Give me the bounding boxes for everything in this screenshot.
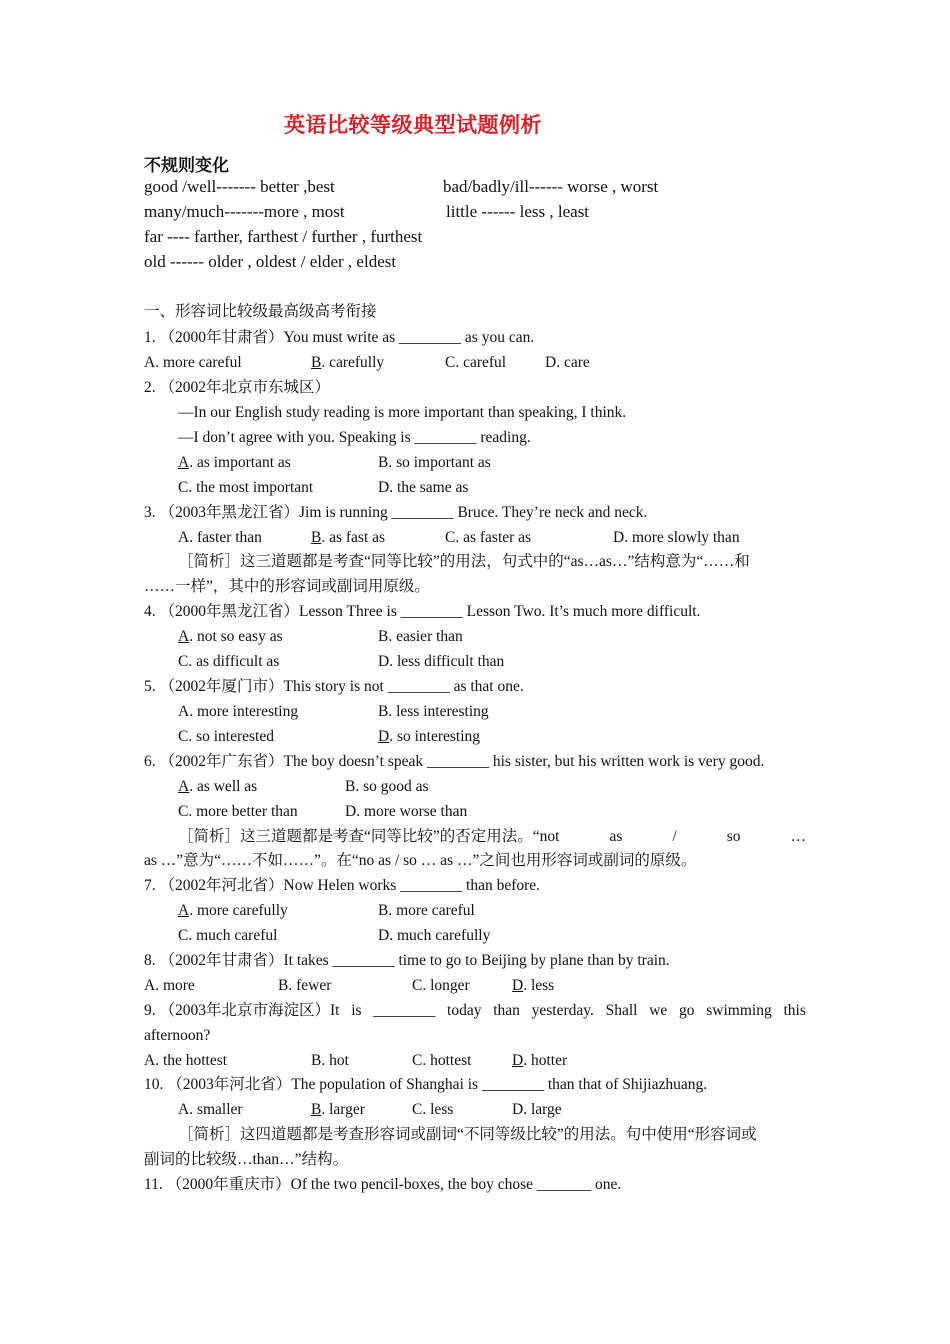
q5-option-a: A. more interesting (178, 703, 299, 720)
analysis-note-3-line-2: 副词的比较级…than…”结构。 (144, 1151, 349, 1168)
q8-answer-letter: D (512, 977, 524, 994)
q1-option-c: C. careful (445, 354, 507, 371)
q5-option-d: D. so interesting (378, 728, 481, 745)
q6-option-c: C. more better than (178, 803, 298, 820)
question-7-stem: 7. （2002年河北省）Now Helen works ________ than before. (144, 877, 541, 894)
q1-option-a: A. more careful (144, 354, 242, 371)
q6-option-d: D. more worse than (345, 803, 468, 820)
q1-option-d: D. care (545, 354, 590, 371)
q7-option-b: B. more careful (378, 902, 475, 919)
q4-option-c: C. as difficult as (178, 653, 280, 670)
question-5-stem: 5. （2002年厦门市）This story is not ________ as that one. (144, 678, 524, 695)
question-9-stem: 9. （2003年北京市海淀区）It is ________ today than yesterday. Shall we go swimming this (144, 1002, 806, 1019)
q2-option-b: B. so important as (378, 454, 491, 471)
q2-option-a: A. as important as (178, 454, 291, 471)
q10-option-c: C. less (412, 1101, 454, 1118)
analysis-note-2-line-1: ［简析］这三道题都是考查“同等比较”的否定用法。“not as / so … (178, 828, 806, 845)
q6-answer-letter: A (178, 778, 190, 795)
q8-option-b: B. fewer (278, 977, 332, 994)
section-title: 一、形容词比较级最高级高考衔接 (144, 303, 377, 320)
question-4-stem: 4. （2000年黑龙江省）Lesson Three is ________ Lesson Two. It’s much more difficult. (144, 603, 701, 620)
q2-option-c: C. the most important (178, 479, 314, 496)
irregular-row-1-left: good /well------- better ,best (144, 177, 335, 196)
q4-option-b: B. easier than (378, 628, 463, 645)
q10-option-a: A. smaller (178, 1101, 243, 1118)
irregular-row-1-right: bad/badly/ill------ worse , worst (443, 177, 659, 196)
q1-answer-letter: B (311, 354, 322, 371)
q3-option-c: C. as faster as (445, 529, 532, 546)
q2-option-d: D. the same as (378, 479, 469, 496)
analysis-note-1-line-1: ［简析］这三道题都是考查“同等比较”的用法，句式中的“as…as…”结构意为“……和 (178, 553, 750, 570)
q1-option-b: B. carefully (311, 354, 385, 371)
question-1-stem: 1. （2000年甘肃省）You must write as ________ as you can. (144, 329, 535, 346)
q9-option-a: A. the hottest (144, 1052, 228, 1069)
q5-option-b: B. less interesting (378, 703, 489, 720)
q5-answer-letter: D (378, 728, 390, 745)
irregular-row-3: far ---- farther, farthest / further , furthest (144, 227, 423, 246)
q4-answer-letter: A (178, 628, 190, 645)
q8-option-a: A. more (144, 977, 195, 994)
q9-answer-letter: D (512, 1052, 524, 1069)
q10-answer-letter: B (311, 1101, 322, 1118)
q7-answer-letter: A (178, 902, 190, 919)
analysis-note-1-line-2: ……一样”，其中的形容词或副词用原级。 (144, 578, 430, 595)
q3-option-d: D. more slowly than (613, 529, 740, 546)
question-8-stem: 8. （2002年甘肃省）It takes ________ time to go to Beijing by plane than by train. (144, 952, 670, 969)
q7-option-a: A. more carefully (178, 902, 288, 919)
irregular-row-4: old ------ older , oldest / elder , eldest (144, 252, 397, 271)
q2-answer-letter: A (178, 454, 190, 471)
question-9-stem-line-2: afternoon? (144, 1027, 211, 1044)
q10-option-d: D. large (512, 1101, 562, 1118)
question-6-stem: 6. （2002年广东省）The boy doesn’t speak ________ his sister, but his written work is very good. (144, 753, 765, 770)
q10-option-b: B. larger (311, 1101, 365, 1118)
q7-option-d: D. much carefully (378, 927, 491, 944)
q2-dialogue-1: —In our English study reading is more important than speaking, I think. (178, 404, 627, 421)
question-2-stem: 2. （2002年北京市东城区） (144, 379, 331, 396)
q3-option-b: B. as fast as (311, 529, 386, 546)
page-title: 英语比较等级典型试题例析 (284, 113, 542, 137)
irregular-heading: 不规则变化 (144, 156, 229, 176)
q5-option-c: C. so interested (178, 728, 274, 745)
q4-option-d: D. less difficult than (378, 653, 505, 670)
analysis-note-2-line-2: as …”意为“……不如……”。在“no as / so … as …”之间也用形容词或副词的原级。 (144, 852, 697, 869)
q3-answer-letter: B (311, 529, 322, 546)
analysis-note-3-line-1: ［简析］这四道题都是考查形容词或副词“不同等级比较”的用法。句中使用“形容词或 (178, 1126, 757, 1143)
q3-option-a: A. faster than (178, 529, 262, 546)
irregular-row-2-right: little ------ less , least (446, 202, 590, 221)
q7-option-c: C. much careful (178, 927, 278, 944)
irregular-row-2-left: many/much-------more , most (144, 202, 345, 221)
q6-option-b: B. so good as (345, 778, 429, 795)
q4-option-a: A. not so easy as (178, 628, 283, 645)
q9-option-c: C. hottest (412, 1052, 472, 1069)
q8-option-d: D. less (512, 977, 555, 994)
q9-option-d: D. hotter (512, 1052, 568, 1069)
question-3-stem: 3. （2003年黑龙江省）Jim is running ________ Bruce. They’re neck and neck. (144, 504, 648, 521)
q6-option-a: A. as well as (178, 778, 258, 795)
question-11-stem: 11. （2000年重庆市）Of the two pencil-boxes, the boy chose _______ one. (144, 1176, 622, 1193)
question-10-stem: 10. （2003年河北省）The population of Shanghai is ________ than that of Shijiazhuang. (144, 1076, 708, 1093)
q8-option-c: C. longer (412, 977, 470, 994)
q9-option-b: B. hot (311, 1052, 349, 1069)
q2-dialogue-2: —I don’t agree with you. Speaking is ________ reading. (178, 429, 531, 446)
